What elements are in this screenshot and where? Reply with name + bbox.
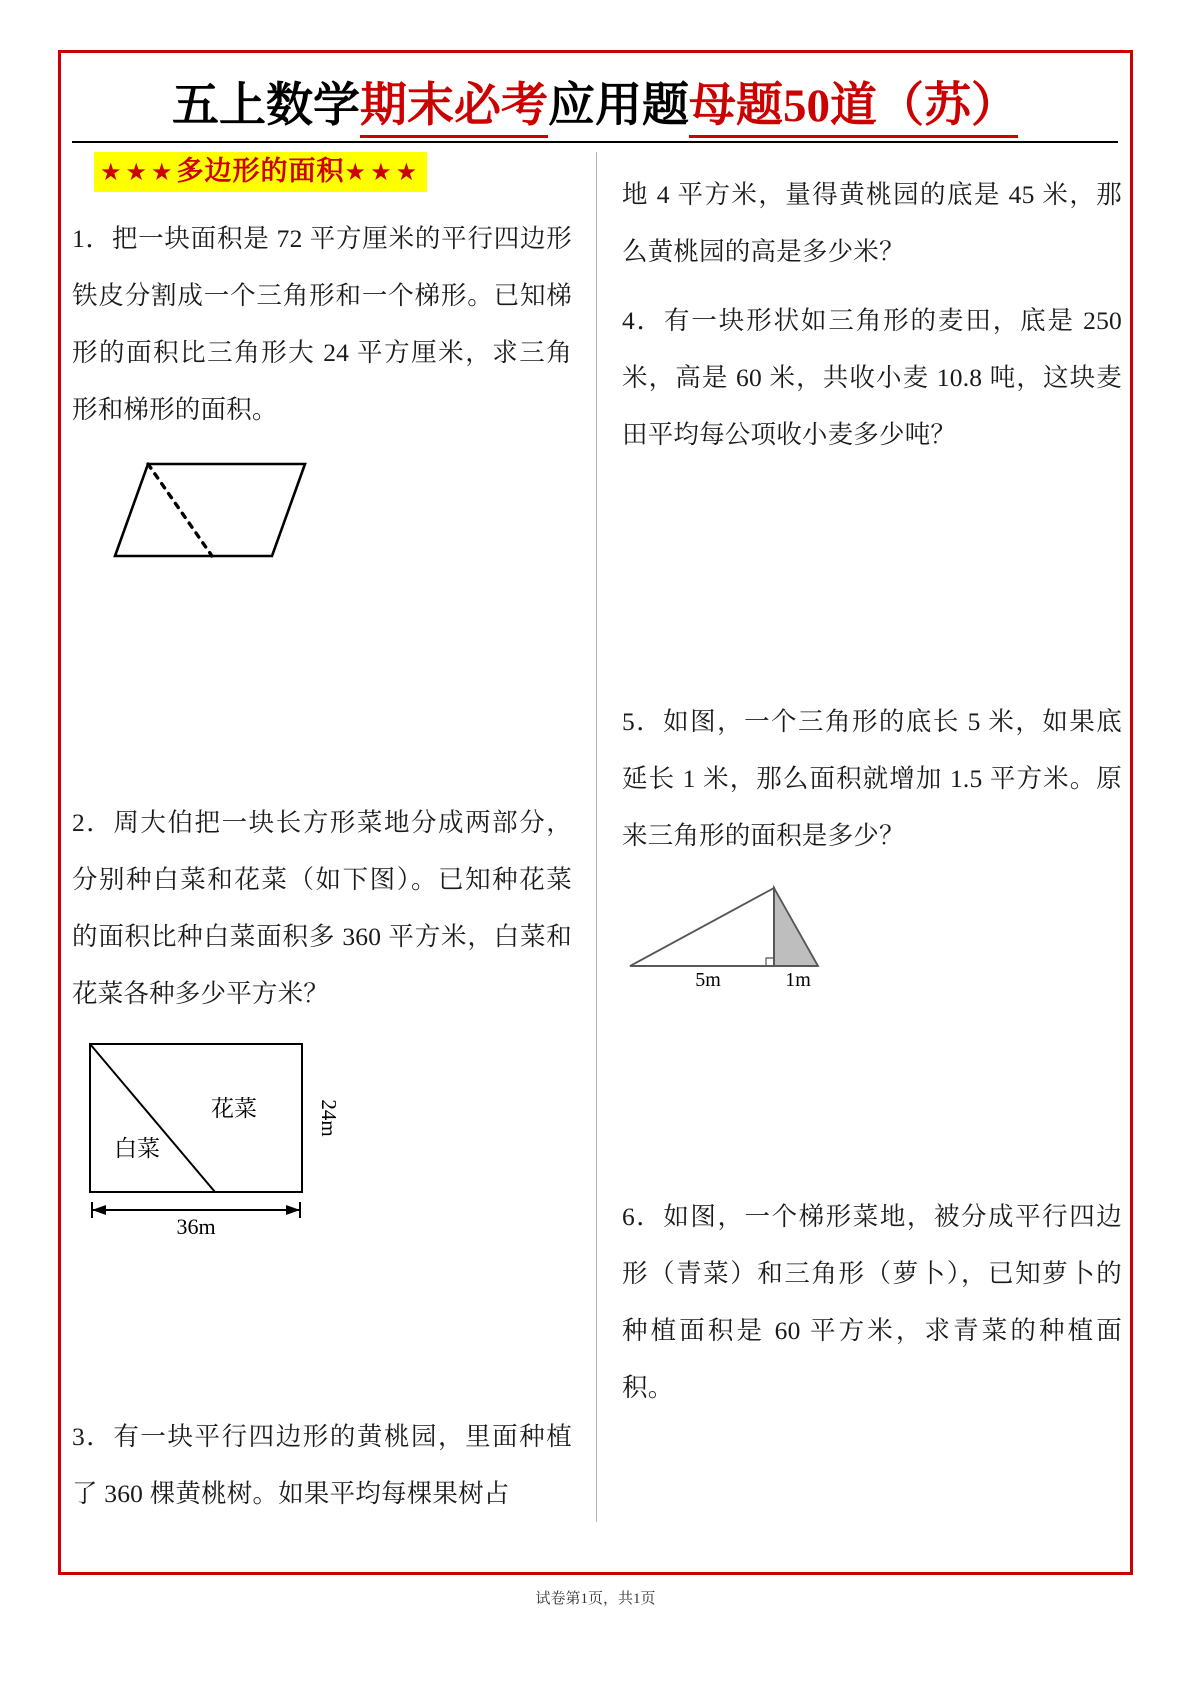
left-column [72, 152, 572, 1522]
question-3-text: 3．有一块平行四边形的黄桃园，里面种植了 360 棵黄桃树。如果平均每棵果树占 [72, 1422, 572, 1509]
figure-rectangle-split-diagonal [82, 1038, 572, 1238]
title-underline [72, 141, 1118, 143]
question-2-text: 2．周大伯把一块长方形菜地分成两部分，分别种白菜和花菜（如下图）。已知种花菜的面积比种白菜面积多 360 平方米，白菜和花菜各种多少平方米？ [72, 808, 572, 1009]
question-5-text: 5．如图，一个三角形的底长 5 米，如果底延长 1 米，那么面积就增加 1.5 平方米。原来三角形的面积是多少？ [622, 707, 1122, 850]
title-segment-3: 应用题 [548, 79, 689, 132]
svg-text:36m: 36m [176, 1214, 216, 1239]
figure-triangle-extended-base [622, 878, 1122, 988]
section-header-polygon-area [94, 152, 427, 192]
question-4-text: 4．有一块形状如三角形的麦田，底是 250 米，高是 60 米，共收小麦 10.8 吨，这块麦田平均每公项收小麦多少吨？ [622, 306, 1122, 449]
stars-right: ★★★ [344, 159, 422, 186]
page-title [70, 70, 1120, 142]
svg-text:白菜: 白菜 [114, 1136, 160, 1162]
svg-text:花菜: 花菜 [211, 1096, 257, 1122]
right-column [622, 152, 1122, 1416]
svg-text:1m: 1m [785, 969, 811, 988]
question-3-continuation-text: 地 4 平方米，量得黄桃园的底是 45 米，那么黄桃园的高是多少米？ [622, 180, 1122, 266]
svg-text:24m: 24m [317, 1099, 341, 1137]
figure-parallelogram-with-dashed-cut [100, 456, 572, 566]
stars-left: ★★★ [100, 159, 177, 186]
column-divider [596, 152, 597, 1522]
question-1-text: 1．把一块面积是 72 平方厘米的平行四边形铁皮分割成一个三角形和一个梯形。已知梯形的面积比三角形大 24 平方厘米，求三角形和梯形的面积。 [72, 224, 572, 425]
title-segment-2: 期末必考 [360, 80, 548, 138]
section-label: 多边形的面积 [176, 156, 345, 186]
question-6-text: 6．如图，一个梯形菜地，被分成平行四边形（青菜）和三角形（萝卜），已知萝卜的种植面积是 60 平方米，求青菜的种植面积。 [622, 1202, 1122, 1402]
title-segment-4: 母题50道（苏） [689, 80, 1018, 138]
title-segment-1: 五上数学 [172, 79, 360, 132]
page-footer: 试卷第1页，共1页 [535, 1591, 656, 1607]
svg-text:5m: 5m [695, 969, 721, 988]
